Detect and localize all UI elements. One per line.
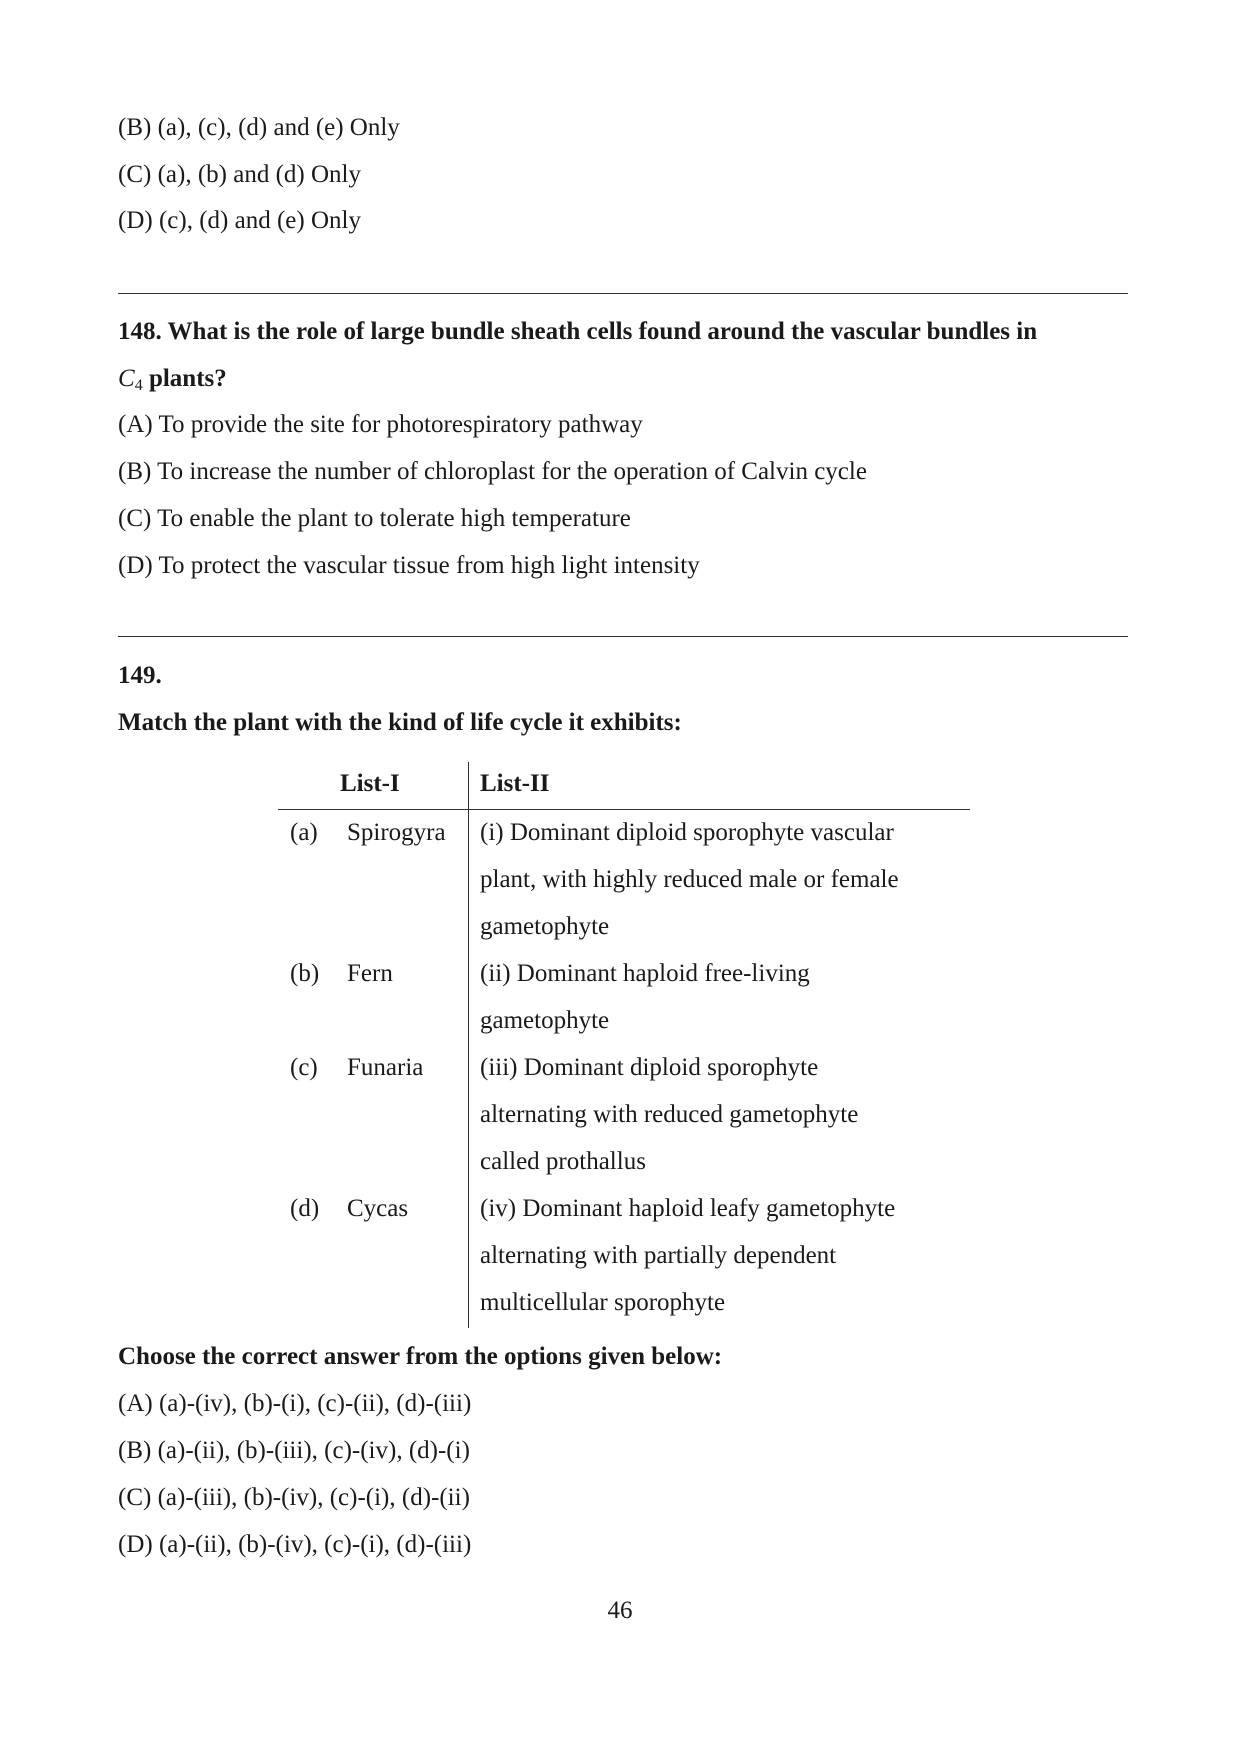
row-desc-line: (i) Dominant diploid sporophyte vascular xyxy=(480,819,894,846)
c4-math: $C_4$ xyxy=(118,365,143,394)
row-desc-line: multicellular sporophyte xyxy=(480,1289,726,1316)
q149-option-d: (D) (a)-(ii), (b)-(iv), (c)-(i), (d)-(iii) xyxy=(118,1531,472,1558)
separator-rule xyxy=(118,636,1128,637)
row-desc-line: alternating with reduced gametophyte xyxy=(480,1101,859,1128)
row-key: (c) xyxy=(290,1054,318,1081)
q148-option-b: (B) To increase the number of chloroplast for the operation of Calvin cycle xyxy=(118,458,867,485)
row-plant: Funaria xyxy=(347,1054,424,1081)
prev-option-c: (C) (a), (b) and (d) Only xyxy=(118,161,361,188)
q148-option-c: (C) To enable the plant to tolerate high temperature xyxy=(118,505,631,532)
row-desc-line: alternating with partially dependent xyxy=(480,1242,837,1269)
row-desc-line: plant, with highly reduced male or female xyxy=(480,866,899,893)
table-divider-horizontal xyxy=(278,809,970,810)
table-divider-vertical xyxy=(468,762,469,1328)
q149-option-a: (A) (a)-(iv), (b)-(i), (c)-(ii), (d)-(iii) xyxy=(118,1390,472,1417)
q148-stem-line1: 148. What is the role of large bundle sheath cells found around the vascular bundles in xyxy=(118,318,1038,345)
q148-stem-line2: $C_4$ plants? xyxy=(118,365,227,394)
row-plant: Spirogyra xyxy=(347,819,446,846)
row-key: (a) xyxy=(290,819,318,846)
page-number: 46 xyxy=(607,1597,633,1624)
q149-option-c: (C) (a)-(iii), (b)-(iv), (c)-(i), (d)-(ii) xyxy=(118,1484,470,1511)
list1-header: List-I xyxy=(340,770,400,797)
row-plant: Cycas xyxy=(347,1195,409,1222)
prev-option-b: (B) (a), (c), (d) and (e) Only xyxy=(118,114,400,141)
row-desc-line: (iv) Dominant haploid leafy gametophyte xyxy=(480,1195,896,1222)
choose-prompt: Choose the correct answer from the options given below: xyxy=(118,1343,723,1370)
q148-option-a: (A) To provide the site for photorespiratory pathway xyxy=(118,411,643,438)
row-key: (d) xyxy=(290,1195,320,1222)
row-desc-line: (iii) Dominant diploid sporophyte xyxy=(480,1054,819,1081)
row-key: (b) xyxy=(290,960,320,987)
q149-prompt: Match the plant with the kind of life cycle it exhibits: xyxy=(118,709,682,736)
prev-option-d: (D) (c), (d) and (e) Only xyxy=(118,207,361,234)
row-desc-line: (ii) Dominant haploid free-living xyxy=(480,960,810,987)
row-desc-line: gametophyte xyxy=(480,913,610,940)
q149-number: 149. xyxy=(118,662,162,689)
row-plant: Fern xyxy=(347,960,393,987)
q148-option-d: (D) To protect the vascular tissue from high light intensity xyxy=(118,552,700,579)
row-desc-line: gametophyte xyxy=(480,1007,610,1034)
q149-option-b: (B) (a)-(ii), (b)-(iii), (c)-(iv), (d)-(i) xyxy=(118,1437,470,1464)
list2-header: List-II xyxy=(480,770,550,797)
separator-rule xyxy=(118,293,1128,294)
row-desc-line: called prothallus xyxy=(480,1148,646,1175)
